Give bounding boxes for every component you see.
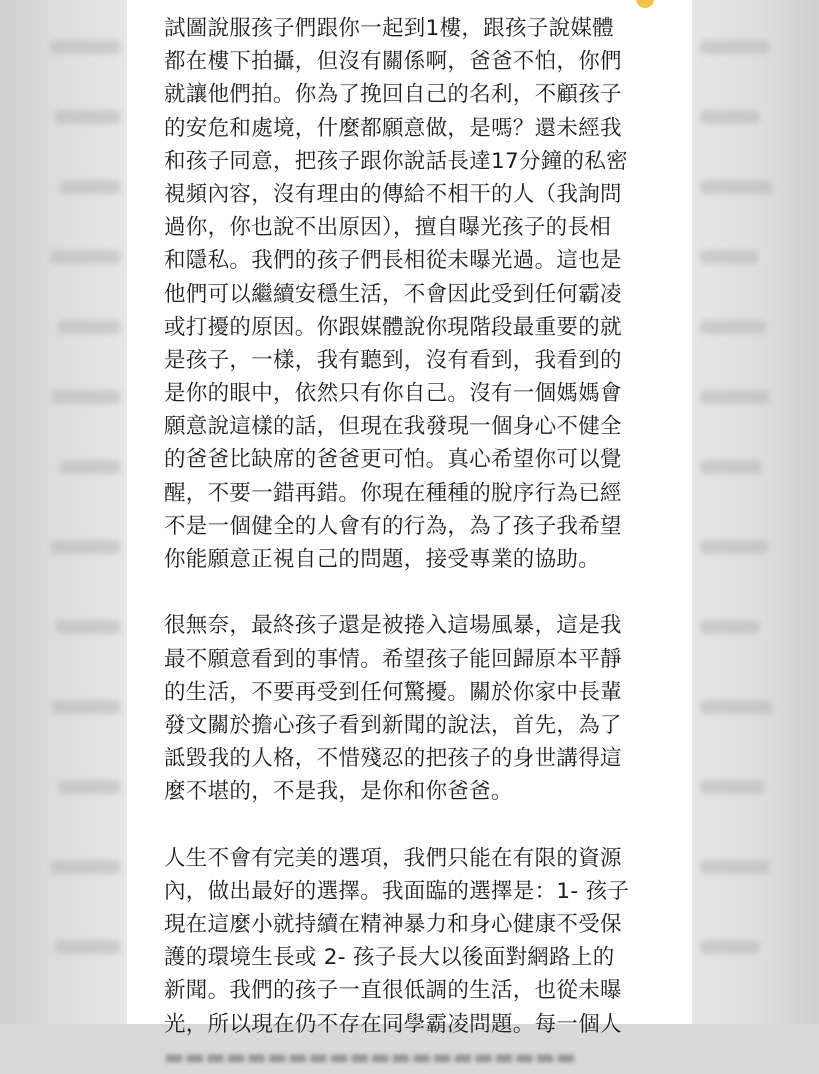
text-line: 不是一個健全的人會有的行為，為了孩子我希望 <box>164 513 622 539</box>
text-line: 願意說這樣的話，但現在我發現一個身心不健全 <box>164 414 622 440</box>
post-text-panel <box>127 0 692 1070</box>
paragraph-1 <box>164 12 664 576</box>
paragraph-spacer <box>164 576 664 609</box>
post-body <box>164 12 664 1074</box>
text-line: 的生活，不要再受到任何驚擾。關於你家中長輩 <box>164 679 622 705</box>
text-line: 內，做出最好的選擇。我面臨的選擇是：1- 孩子 <box>164 878 630 904</box>
text-line: 醒，不要一錯再錯。你現在種種的脫序行為已經 <box>164 480 622 506</box>
text-line: 或打擾的原因。你跟媒體說你現階段最重要的就 <box>164 314 622 340</box>
text-line: 都在樓下拍攝，但沒有關係啊，爸爸不怕，你們 <box>164 49 622 75</box>
text-line: 是孩子，一樣，我有聽到，沒有看到，我看到的 <box>164 347 622 373</box>
text-line: 視頻內容，沒有理由的傳給不相干的人（我詢問 <box>164 181 622 207</box>
text-line: 過你，你也說不出原因），擅自曝光孩子的長相 <box>164 215 612 241</box>
text-line: 很無奈，最終孩子還是被捲入這場風暴，這是我 <box>164 613 622 639</box>
paragraph-spacer <box>164 809 664 842</box>
text-line: 光，所以現在仍不存在同學霸凌問題。每一個人 <box>164 1011 622 1037</box>
text-line: 麼不堪的，不是我，是你和你爸爸。 <box>164 779 513 805</box>
text-line: 試圖說服孩子們跟你一起到1樓，跟孩子說媒體 <box>164 16 614 41</box>
text-line: 和隱私。我們的孩子們長相從未曝光過。這也是 <box>164 248 622 274</box>
text-line: 護的環境生長或 2- 孩子長大以後面對網路上的 <box>164 945 615 971</box>
text-line: 新聞。我們的孩子一直很低調的生活，也從未曝 <box>164 978 622 1004</box>
text-line: 你能願意正視自己的問題，接受專業的協助。 <box>164 547 601 572</box>
text-line: 人生不會有完美的選項，我們只能在有限的資源 <box>164 845 622 871</box>
cut-off-text-line: ▬▬▬▬▬▬▬▬▬▬▬▬▬▬▬▬▬▬▬▬ <box>164 1044 577 1070</box>
text-line: 的安危和處境，什麼都願意做，是嗎？還未經我 <box>164 115 622 141</box>
text-line: 最不願意看到的事情。希望孩子能回歸原本平靜 <box>164 646 622 672</box>
notification-dot-icon <box>636 0 654 8</box>
text-line: 他們可以繼續安穩生活，不會因此受到任何霸凌 <box>164 281 622 307</box>
text-line: 詆毀我的人格，不惜殘忍的把孩子的身世講得這 <box>164 746 622 772</box>
text-line: 就讓他們拍。你為了挽回自己的名利，不顧孩子 <box>164 82 622 108</box>
text-line: 現在這麼小就持續在精神暴力和身心健康不受保 <box>164 912 622 938</box>
text-line: 發文關於擔心孩子看到新聞的說法，首先，為了 <box>164 712 622 738</box>
blurred-background-left <box>0 0 127 1024</box>
paragraph-3 <box>164 842 664 1074</box>
text-line: 是你的眼中，依然只有你自己。沒有一個媽媽會 <box>164 381 622 407</box>
text-line: 和孩子同意，把孩子跟你說話長達17分鐘的私密 <box>164 148 628 174</box>
paragraph-2 <box>164 609 664 808</box>
blurred-background-right <box>692 0 819 1024</box>
text-line: 的爸爸比缺席的爸爸更可怕。真心希望你可以覺 <box>164 447 622 473</box>
